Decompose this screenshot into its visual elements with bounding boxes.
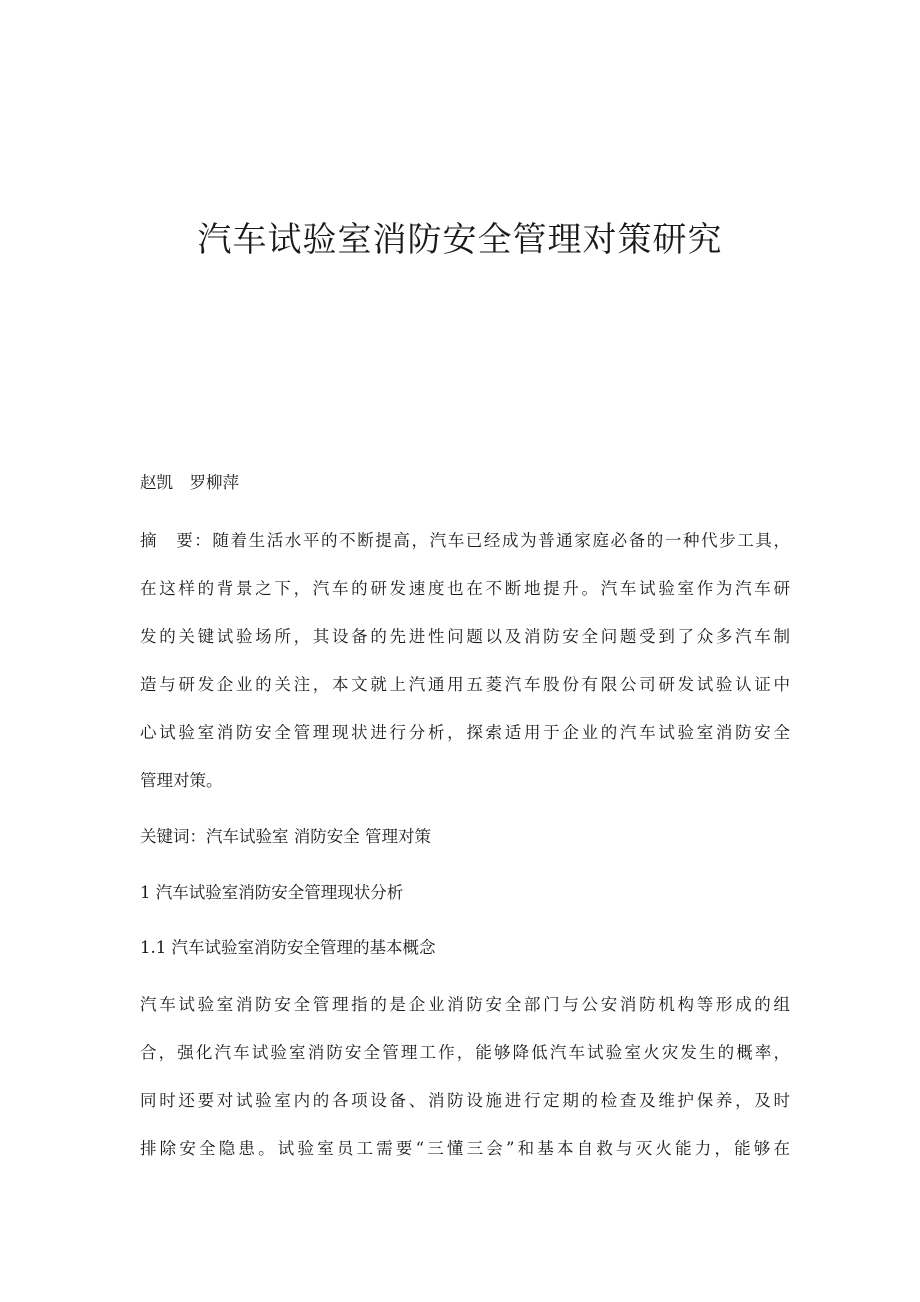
body-line: 汽车试验室消防安全管理指的是企业消防安全部门与公安消防机构等形成的组 — [140, 995, 790, 1014]
authors: 赵凯 罗柳萍 — [140, 473, 239, 492]
abstract-line: 心试验室消防安全管理现状进行分析，探索适用于企业的汽车试验室消防安全 — [140, 723, 790, 742]
keywords: 关键词：汽车试验室 消防安全 管理对策 — [140, 827, 431, 846]
subsection-heading: 1.1 汽车试验室消防安全管理的基本概念 — [140, 938, 436, 957]
section-heading: 1 汽车试验室消防安全管理现状分析 — [140, 883, 404, 902]
body-line: 排除安全隐患。试验室员工需要“三懂三会”和基本自救与灭火能力，能够在 — [140, 1139, 790, 1158]
abstract-line: 摘 要：随着生活水平的不断提高，汽车已经成为普通家庭必备的一种代步工具， — [140, 531, 790, 550]
page-title: 汽车试验室消防安全管理对策研究 — [197, 220, 723, 260]
body-line: 同时还要对试验室内的各项设备、消防设施进行定期的检查及维护保养，及时 — [140, 1091, 790, 1110]
abstract-line: 管理对策。 — [140, 771, 223, 790]
abstract-line: 在这样的背景之下，汽车的研发速度也在不断地提升。汽车试验室作为汽车研 — [140, 579, 790, 598]
abstract-line: 造与研发企业的关注，本文就上汽通用五菱汽车股份有限公司研发试验认证中 — [140, 675, 790, 694]
body-line: 合，强化汽车试验室消防安全管理工作，能够降低汽车试验室火灾发生的概率， — [140, 1043, 790, 1062]
abstract-line: 发的关键试验场所，其设备的先进性问题以及消防安全问题受到了众多汽车制 — [140, 627, 790, 646]
